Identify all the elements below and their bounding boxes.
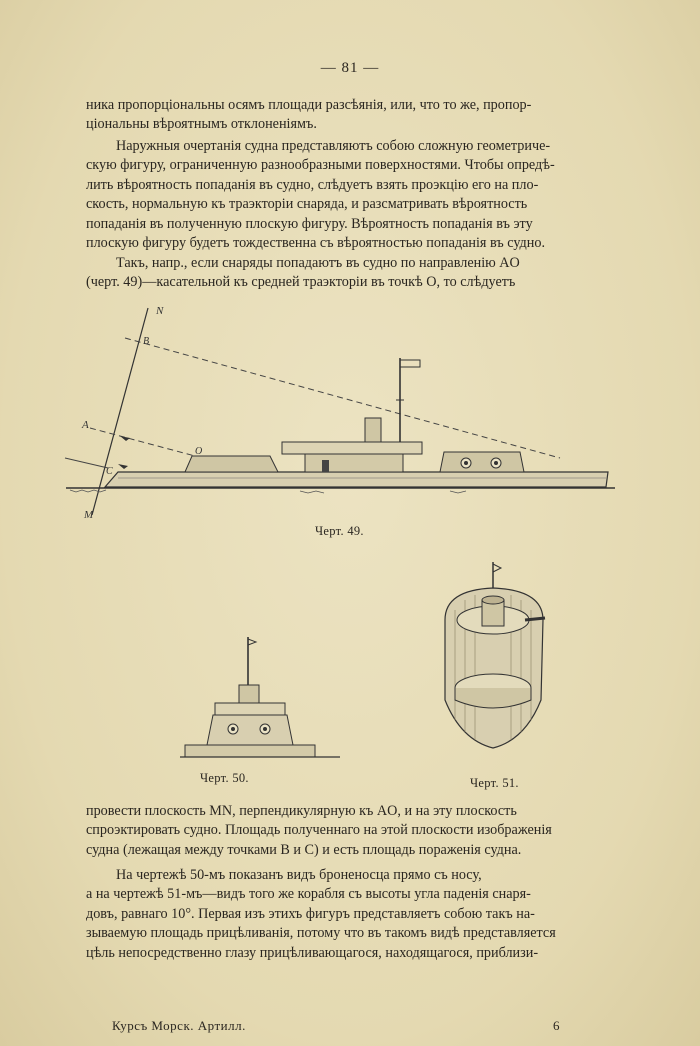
text-line: довъ, равнаго 10°. Первая изъ этихъ фигуръ представляетъ собою такъ на-	[86, 905, 535, 922]
figure-49-caption: Черт. 49.	[315, 524, 364, 538]
paragraph-5	[86, 866, 602, 963]
paragraph-4	[86, 802, 602, 860]
text-line: а на чертежѣ 51-мъ—видъ того же корабля съ высоты угла паденія снаря-	[86, 886, 531, 903]
figure-label-m: M	[84, 509, 94, 521]
figure-49-side-view	[0, 300, 700, 530]
text-line: ника пропорціональны осямъ площади разсѣянія, или, что то же, пропор-	[86, 97, 532, 113]
paragraph-3	[86, 254, 602, 293]
text-line: На чертежѣ 50-мъ показанъ видъ броненосца прямо съ носу,	[116, 867, 482, 883]
text-line: лить вѣроятность попаданія въ судно, слѣдуетъ взять проэкцію его на пло-	[86, 176, 539, 193]
figure-label-c: C	[106, 466, 113, 477]
text-line: спроэктировать судно. Площадь полученнаго на этой плоскости изображенія	[86, 822, 552, 839]
paragraph-1	[86, 96, 602, 135]
text-line: цѣль непосредственно глазу прицѣливающагося, находящагося, приблизи-	[86, 944, 539, 961]
text-line: попаданія въ полученную плоскую фигуру. Вѣроятность попаданія въ эту	[86, 215, 533, 232]
text-line: судна (лежащая между точками B и C) и есть площадь пораженія судна.	[86, 841, 522, 858]
figure-51-elevated-view	[425, 560, 585, 760]
figure-51-caption: Черт. 51.	[470, 776, 519, 790]
paragraph-2	[86, 137, 602, 253]
figure-label-o: O	[195, 446, 203, 457]
footer-signature-mark: 6	[553, 1018, 560, 1033]
text-line: Наружныя очертанія судна представляютъ собою сложную геометриче-	[116, 138, 551, 154]
footer-book-title: Курсъ Морск. Артилл.	[112, 1018, 246, 1033]
figure-50-bow-view	[175, 635, 375, 765]
figure-label-n: N	[156, 305, 164, 317]
text-line: провести плоскость MN, перпендикулярную къ AO, и на эту плоскость	[86, 803, 517, 819]
figure-label-b: B	[143, 336, 150, 347]
text-line: (черт. 49)—касательной къ средней траэкторіи въ точкѣ O, то слѣдуетъ	[86, 274, 516, 291]
figure-50-caption: Черт. 50.	[200, 771, 249, 785]
page-number: — 81 —	[320, 60, 380, 76]
figure-label-a: A	[82, 419, 89, 431]
text-line: зываемую площадь прицѣливанія, потому что въ такомъ видѣ представляется	[86, 925, 556, 942]
text-line: скую фигуру, ограниченную разнообразными поверхностями. Чтобы опредѣ-	[86, 157, 555, 174]
text-line: ціональны вѣроятнымъ отклоненіямъ.	[86, 116, 317, 133]
text-line: Такъ, напр., если снаряды попадаютъ въ судно по направленію AO	[116, 255, 520, 271]
text-line: скость, нормальную къ траэкторіи снаряда, и разсматривать вѣроятность	[86, 196, 528, 213]
text-line: плоскую фигуру будетъ тождественна съ вѣроятностью попаданія въ судно.	[86, 235, 545, 252]
